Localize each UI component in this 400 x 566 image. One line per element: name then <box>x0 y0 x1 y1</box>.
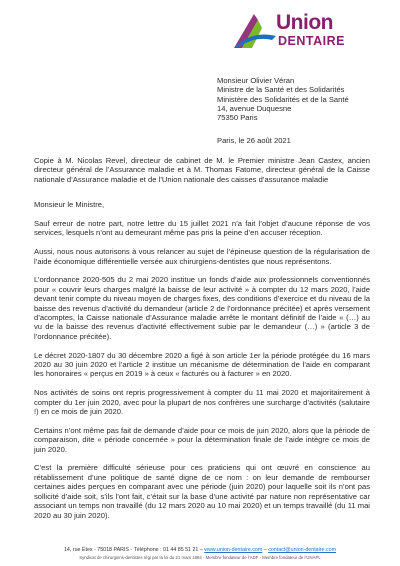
paragraph: Le décret 2020-1807 du 30 décembre 2020 a figé à son article 1er la période protégée du 16 mars 2020 au 30 juin 2020 et l’article 2 institue un mécanisme de détermination de l’aide en comparant les honoraires « perçus en 2019 » à ceux « facturés ou à facturer » en 2020. <box>34 350 370 379</box>
recipient-address <box>217 76 349 122</box>
letter-body <box>34 156 370 529</box>
recipient-line: 75350 Paris <box>217 113 258 123</box>
email-link[interactable]: contact@union-dentaire.com <box>268 547 336 553</box>
paragraph: Nos activités de soins ont repris progressivement à compter du 11 mai 2020 et majoritairement à compter du 1er juin 2020, avec pour la plupart de nos confrères une surcharge d’activités (salutaire !) en ce mois de juin 2020. <box>34 388 370 417</box>
website-link[interactable]: www.union-dentaire.com <box>204 547 263 553</box>
footer-legal: Syndicat de chirurgiens-dentistes régi par la loi du 21 mars 1884 - Membre fondateur de l’ADF - Membre fondateur de l’UNAPL <box>79 555 321 560</box>
paragraph: L’ordonnance 2020-505 du 2 mai 2020 institue un fonds d’aide aux professionnels conventionnés pour « couvrir leurs charges malgré la baisse de leur activité » à compter du 12 mars 2020, l’aide devant tenir compte du niveau moyen de charges fixes, des conditions d’exercice et du niveau de la baisse des revenus d’activité du demandeur (article 2 de l’ordonnance précitée) et après versement d’acomptes, la Caisse nationale d’Assurance maladie arrête le montant définitif de l’aide « (…) au vu de la baisse des revenus d’activité effectivement subie par le demandeur (…) » (article 3 de l’ordonnance précitée). <box>34 275 370 341</box>
triangle-logo-icon <box>232 10 278 50</box>
recipient-line: Ministre de la Santé et des Solidarités <box>217 85 345 95</box>
recipient-line: Ministère des Solidarités et de la Santé <box>217 94 349 104</box>
paragraph: Certains n’ont même pas fait de demande d’aide pour ce mois de juin 2020, alors que la période de comparaison, dite « période concernée » pour la détermination finale de l’aide intègre ce mois de juin 2020. <box>34 425 370 454</box>
footer-separator: – <box>263 547 267 553</box>
recipient-line: 14, avenue Duquesne <box>217 103 292 113</box>
paragraph: Aussi, nous nous autorisons à vous relancer au sujet de l’épineuse question de la régularisation de l’aide économique différentielle versée aux chirurgiens-dentistes que nous représentons. <box>34 247 370 266</box>
recipient-line: Monsieur Olivier Véran <box>217 76 295 85</box>
letter-date: Paris, le 26 août 2021 <box>217 136 291 145</box>
paragraph: Sauf erreur de notre part, notre lettre du 15 juillet 2021 n’a fait l’objet d’aucune réponse de vos services, lesquels n’ont au demeurant même pas pris la peine d’en accuser réception. <box>34 219 370 238</box>
brand-name-dentaire: DENTAIRE <box>278 34 345 48</box>
union-dentaire-logo <box>232 10 362 52</box>
brand-name-union: Union <box>276 11 333 34</box>
copy-notice: Copie à M. Nicolas Revel, directeur de cabinet de M. le Premier ministre Jean Castex, ancien directeur général de l’Assurance maladie et à M. Thomas Fatome, directeur général de la Caisse nationale d’Assurance maladie et de l’Union nationale des caisses d’assurance maladie <box>34 156 370 184</box>
paragraph: C’est la première difficulté sérieuse pour ces praticiens qui ont œuvré en conscience au rétablissement d’une politique de santé digne de ce nom : on leur demande de rembourser certaines aides perçues en comparant avec une période (juin 2020) pour laquelle soit ils n’ont pas sollicité d’aide soit, s’ils l’ont fait, c’était sur la base d’une activité par nature non représentative car associant un temps non travaillé (du 12 mars 2020 au 10 mai 2020) et un temps travaillé (du 11 mai 2020 au 30 juin 2020). <box>34 463 370 520</box>
salutation: Monsieur le Ministre, <box>34 200 105 210</box>
footer-contact <box>0 547 400 553</box>
footer-address: 14, rue Étex - 75018 PARIS - Téléphone : 01 44 85 51 21 – <box>63 547 203 553</box>
